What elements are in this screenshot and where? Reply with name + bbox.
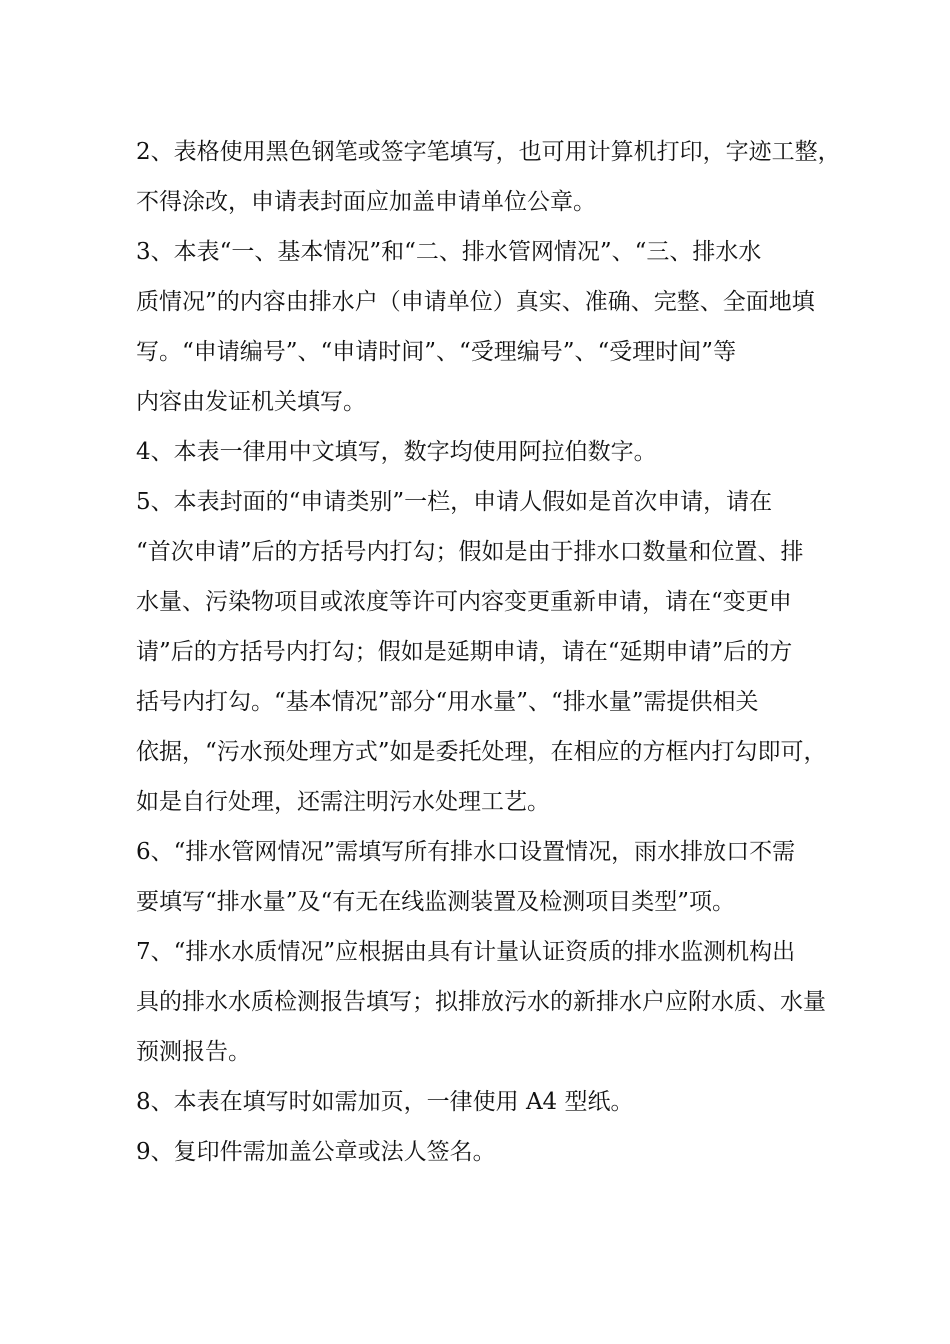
- text-line: 要填写“排水量”及“有无在线监测装置及检测项目类型”项。: [136, 889, 736, 915]
- text-line: 5、本表封面的“申请类别”一栏，申请人假如是首次申请，请在: [136, 489, 773, 515]
- text-line: 9、复印件需加盖公章或法人签名。: [136, 1139, 496, 1165]
- text-line: 请”后的方括号内打勾；假如是延期申请，请在“延期申请”后的方: [136, 639, 793, 665]
- text-line: “首次申请”后的方括号内打勾；假如是由于排水口数量和位置、排: [136, 539, 804, 565]
- text-line: 不得涂改，申请表封面应加盖申请单位公章。: [136, 189, 596, 215]
- text-line: 3、本表“一、基本情况”和“二、排水管网情况”、“三、排水水: [136, 239, 762, 265]
- instructions-text: [136, 127, 841, 1177]
- text-line: 具的排水水质检测报告填写；拟排放污水的新排水户应附水质、水量: [136, 989, 826, 1015]
- text-line: 6、“排水管网情况”需填写所有排水口设置情况，雨水排放口不需: [136, 839, 796, 865]
- text-line: 依据，“污水预处理方式”如是委托处理，在相应的方框内打勾即可，: [136, 739, 827, 765]
- text-line: 预测报告。: [136, 1039, 251, 1065]
- text-line: 质情况”的内容由排水户（申请单位）真实、准确、完整、全面地填: [136, 289, 815, 315]
- text-line: 4、本表一律用中文填写，数字均使用阿拉伯数字。: [136, 439, 657, 465]
- text-line: 2、表格使用黑色钢笔或签字笔填写，也可用计算机打印，字迹工整，: [136, 139, 841, 165]
- text-line: 括号内打勾。“基本情况”部分“用水量”、“排水量”需提供相关: [136, 689, 759, 715]
- text-line: 内容由发证机关填写。: [136, 389, 366, 415]
- text-line: 7、“排水水质情况”应根据由具有计量认证资质的排水监测机构出: [136, 939, 796, 965]
- text-line: 8、本表在填写时如需加页，一律使用 A4 型纸。: [136, 1089, 634, 1115]
- text-line: 写。“申请编号”、“申请时间”、“受理编号”、“受理时间”等: [136, 339, 737, 365]
- text-line: 水量、污染物项目或浓度等许可内容变更重新申请，请在“变更申: [136, 589, 792, 615]
- text-line: 如是自行处理，还需注明污水处理工艺。: [136, 789, 550, 815]
